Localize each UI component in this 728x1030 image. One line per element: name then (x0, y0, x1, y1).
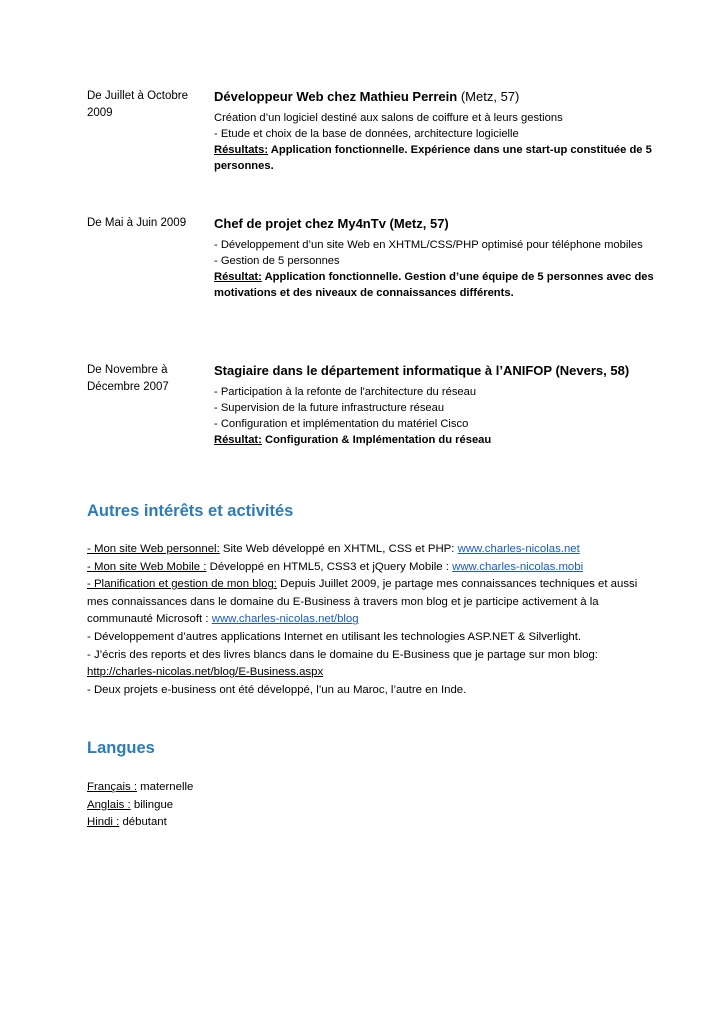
section-heading-interests: Autres intérêts et activités (87, 502, 294, 520)
item-text: Site Web développé en XHTML, CSS et PHP: (219, 543, 458, 555)
job-body (214, 88, 654, 174)
interests-list (87, 541, 647, 699)
list-item (87, 541, 647, 559)
blog-link[interactable]: www.charles-nicolas.net/blog (211, 613, 359, 626)
job-line: Création d’un logiciel destiné aux salons de coiffure et à leurs gestions (214, 112, 563, 124)
item-label: - Planification et gestion de mon blog: (87, 578, 277, 591)
job-line: - Supervision de la future infrastructure réseau (214, 402, 445, 414)
job-result-label: Résultat: (214, 434, 262, 446)
job-line: - Etude et choix de la base de données, architecture logicielle (214, 128, 519, 140)
personal-site-link[interactable]: www.charles-nicolas.net (457, 543, 580, 555)
item-text: Développé en HTML5, CSS3 et jQuery Mobile : (206, 560, 453, 573)
list-item-continued: mes connaissances dans le domaine du E-Business à travers mon blog et je participe activement à la (87, 595, 599, 608)
job-date: De Juillet à Octobre 2009 (87, 90, 188, 119)
mobile-site-link[interactable]: www.charles-nicolas.mobi (452, 560, 584, 573)
job-date: De Mai à Juin 2009 (87, 217, 187, 229)
job-title (214, 88, 654, 106)
list-item: - J’écris des reports et des livres blancs dans le domaine du E-Business que je partage sur mon blog: (87, 648, 598, 661)
job-body (214, 362, 654, 448)
list-item: - Deux projets e-business ont été développé, l’un au Maroc, l’autre en Inde. (87, 683, 467, 696)
job-result (214, 142, 654, 174)
job-line: - Participation à la refonte de l'architecture du réseau (214, 386, 477, 398)
job-location: (Metz, 57) (460, 89, 520, 104)
job-line: - Gestion de 5 personnes (214, 255, 340, 267)
item-text: communauté Microsoft : (87, 613, 212, 626)
job-result (214, 432, 654, 448)
languages-list (87, 779, 647, 832)
language-name: Français : (87, 781, 138, 793)
language-level: débutant (119, 816, 167, 829)
job-title-text: Chef de projet chez My4nTv (Metz, 57) (214, 216, 449, 231)
language-level: maternelle (137, 781, 194, 793)
job-title (214, 362, 654, 380)
language-item (87, 797, 647, 815)
job-title-text: Développeur Web chez Mathieu Perrein (214, 89, 458, 104)
list-item-continued (87, 611, 647, 629)
ebusiness-link[interactable]: http://charles-nicolas.net/blog/E-Business.aspx (87, 666, 324, 679)
job-result (214, 269, 654, 301)
job-result-text: Configuration & Implémentation du réseau (261, 434, 492, 446)
job-result-text: Application fonctionnelle. Expérience dans une start-up constituée de 5 personnes. (214, 144, 652, 172)
job-title-text: Stagiaire dans le département informatique à l’ANIFOP (Nevers, 58) (214, 363, 630, 378)
list-item-continued (87, 664, 647, 682)
item-label: - Mon site Web Mobile : (87, 560, 207, 573)
job-line: - Développement d’un site Web en XHTML/CSS/PHP optimisé pour téléphone mobiles (214, 239, 643, 251)
language-name: Hindi : (87, 816, 120, 829)
job-title (214, 215, 654, 233)
language-name: Anglais : (87, 798, 131, 811)
language-item (87, 779, 647, 797)
list-item: - Développement d’autres applications Internet en utilisant les technologies ASP.NET & Silverlight. (87, 630, 582, 643)
list-item (87, 559, 647, 577)
item-label: - Mon site Web personnel: (87, 543, 220, 555)
job-result-label: Résultats: (214, 144, 269, 156)
job-result-label: Résultat: (214, 271, 262, 283)
job-date: De Novembre à Décembre 2007 (87, 364, 169, 393)
language-level: bilingue (130, 798, 174, 811)
list-item (87, 576, 647, 594)
job-line: - Configuration et implémentation du matériel Cisco (214, 418, 469, 430)
language-item (87, 814, 647, 832)
job-result-text: Application fonctionnelle. Gestion d’une équipe de 5 personnes avec des motivations et des niveaux de connaissances différents. (214, 271, 654, 299)
item-text: Depuis Juillet 2009, je partage mes connaissances techniques et aussi (276, 578, 638, 591)
section-heading-languages: Langues (87, 739, 155, 757)
job-body (214, 215, 654, 301)
